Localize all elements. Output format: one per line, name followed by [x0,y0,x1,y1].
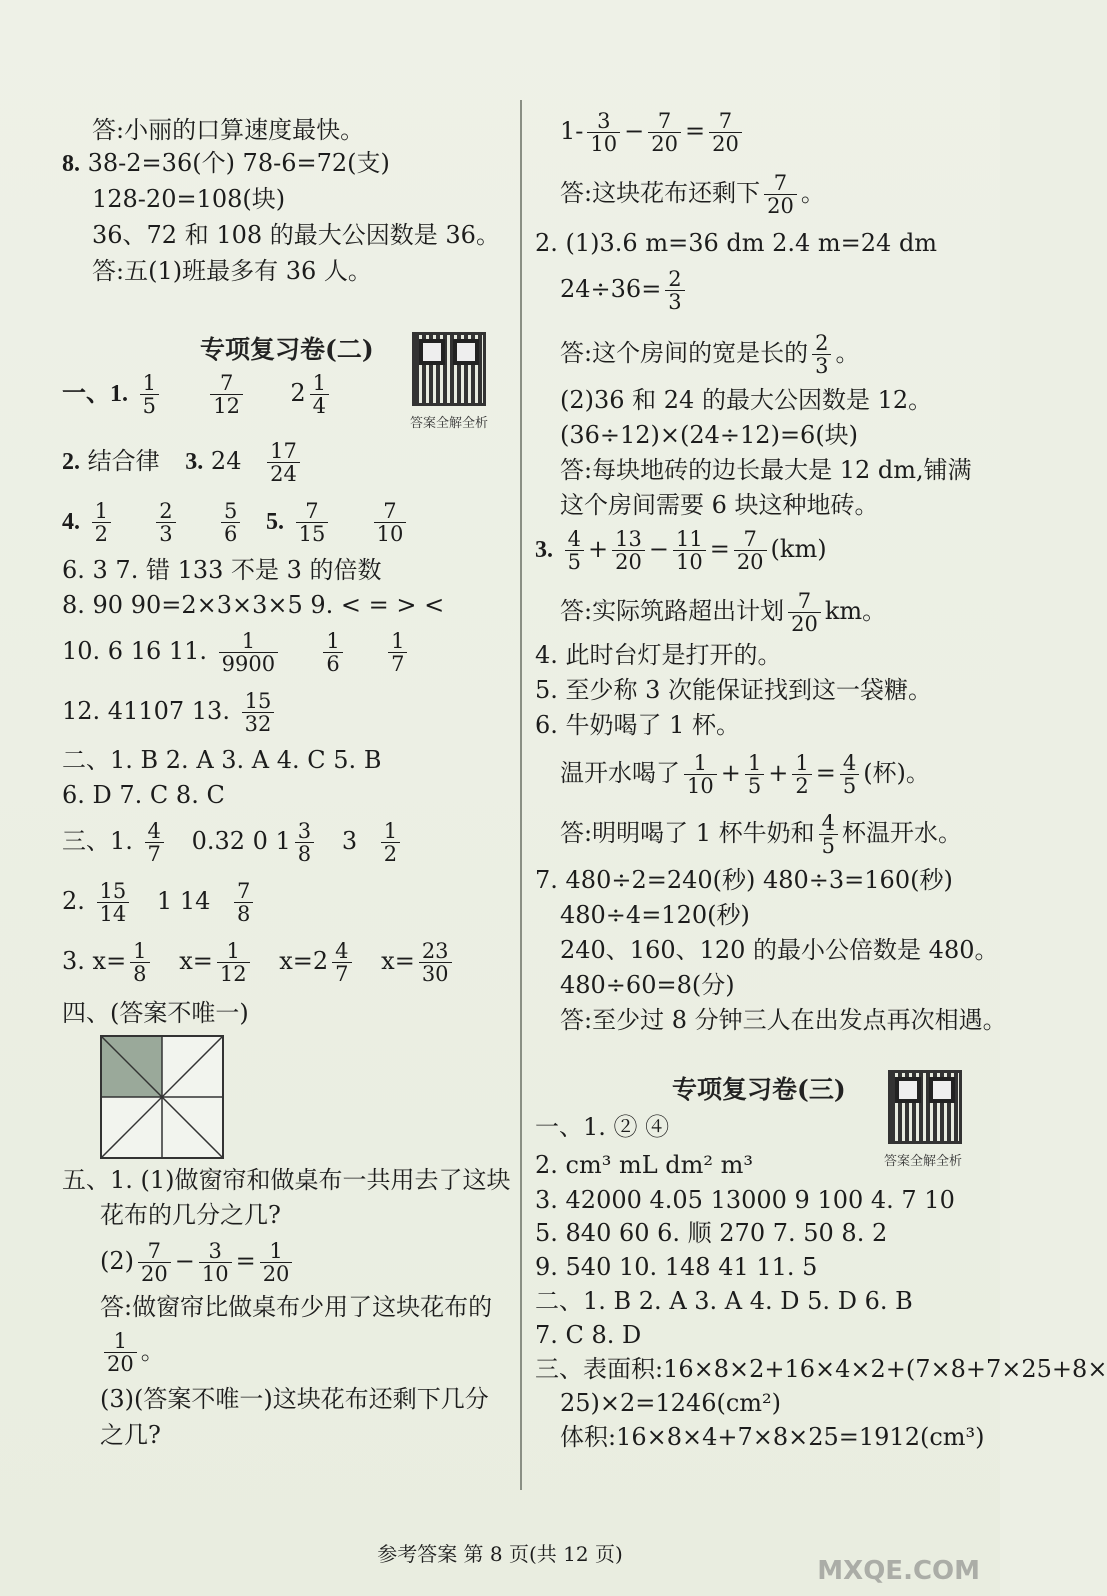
answer-line: 480÷4=120(秒) [560,901,750,929]
answer-line: 这个房间需要 6 块这种地砖。 [560,491,879,519]
numerator: 7 [718,109,733,133]
answer-text: x= [179,947,213,975]
answer-text: 38-2=36(个) 78-6=72(支) [87,149,390,177]
denominator: 5 [140,394,159,417]
watermark-logo: MXQE.COM [817,1556,980,1586]
denominator: 24 [267,462,300,485]
whole-number: 2 [290,379,306,407]
fraction [145,820,164,865]
answer-line: 7. C 8. D [535,1321,642,1349]
answer-line [62,500,410,545]
numerator: 4 [147,819,161,843]
answer-text: 24÷36= [560,275,662,303]
fraction [745,752,764,797]
fraction [219,630,278,675]
qr-code[interactable] [412,332,486,406]
answer-line: 3. $\frac{4}{5}$ + $\frac{13}{20}$ − $\frac{11}{10}$ = $\frac{7}{20}$ (km) [535,527,827,574]
fraction [764,172,797,217]
numerator: 7 [305,499,319,523]
denominator: 3 [812,354,831,377]
answer-text: (km) [770,535,827,563]
answer-text: 答:这块花布还剩下 [560,179,761,207]
answer-line: 3. 42000 4.05 13000 9 100 4. 7 10 [535,1186,955,1214]
numerator: 1 [312,371,326,395]
numerator: 4 [335,939,349,963]
fraction [792,752,811,797]
numerator: 1 [133,939,147,963]
question-number: 三、1. [62,827,133,855]
denominator: 10 [673,550,706,573]
answer-line: 2. cm³ mL dm² m³ [535,1151,754,1179]
answer-text: 结合律 [87,447,160,475]
numerator: 3 [297,819,312,843]
fraction [665,268,684,313]
fraction [104,1330,137,1375]
fraction [210,372,243,417]
answer-text: x=2 [279,947,329,975]
answer-line [62,690,278,735]
answer-line: 答:每块地砖的边长最大是 12 dm,铺满 [560,456,972,484]
answer-line [62,880,257,925]
numerator: 2 [668,267,682,291]
answer-text: (杯)。 [863,759,930,787]
answer-line: 6. 3 7. 错 133 不是 3 的倍数 [62,556,382,584]
answer-line: 答:这个房间的宽是长的 $\frac{2}{3}$ 。 [560,331,860,378]
numerator: 1 [391,629,405,653]
answer-line: 花布的几分之几? [100,1201,281,1229]
denominator: 7 [145,842,164,865]
fraction [332,940,351,985]
denominator: 12 [217,962,250,985]
fraction [648,110,681,155]
answer-text: 3. x= [62,947,127,975]
question-number: 3. [185,449,204,475]
answer-line: 五、1. (1)做窗帘和做桌布一共用去了这块 [62,1166,511,1194]
answer-text: 1 14 [156,887,211,915]
denominator: 15 [296,522,329,545]
denominator: 4 [310,394,329,417]
answer-line [62,372,333,417]
fraction [221,500,240,545]
answer-line: 答:至少过 8 分钟三人在出发点再次相遇。 [560,1006,1007,1034]
denominator: 3 [665,290,684,313]
answer-text: 1- [560,117,584,145]
fraction [709,110,742,155]
numerator: 1 [142,371,157,395]
numerator: 1 [226,939,240,963]
fraction [92,500,111,545]
fraction [217,940,250,985]
numerator: 15 [244,689,272,713]
numerator: 7 [219,371,234,395]
numerator: 1 [383,819,398,843]
answer-line: 7. 480÷2=240(秒) 480÷3=160(秒) [535,866,953,894]
answer-line: 体积:16×8×4+7×8×25=1912(cm³) [560,1423,985,1451]
fraction [295,820,314,865]
fraction [234,880,253,925]
answer-line: 温开水喝了 $\frac{1}{10}$ + $\frac{1}{5}$ + $\frac{1}{2}$ = $\frac{4}{5}$ (杯)。 [560,751,930,798]
answer-text: 0.32 0 1 [191,827,291,855]
answer-text: 10. 6 16 11. [62,637,208,665]
fraction [788,590,821,635]
numerator: 1 [113,1329,128,1353]
answer-text: 24 [210,447,242,475]
answer-line: 128-20=108(块) [92,185,286,213]
denominator: 20 [104,1352,137,1375]
fraction [140,372,159,417]
answer-line [62,630,411,675]
numerator: 3 [208,1239,222,1263]
numerator: 17 [270,439,297,463]
answer-line: 6. 牛奶喝了 1 杯。 [535,711,741,739]
denominator: 14 [97,902,130,925]
answer-line: 25)×2=1246(cm²) [560,1389,782,1417]
numerator: 7 [797,589,812,613]
denominator: 9900 [219,652,278,675]
denominator: 10 [374,522,407,545]
answer-line: 之几? [100,1421,161,1449]
denominator: 2 [792,774,811,797]
answer-text: 3. [535,537,553,563]
square-division-figure [100,1035,224,1159]
denominator: 10 [684,774,717,797]
numerator: 15 [99,879,127,903]
answer-line: 480÷60=8(分) [560,971,735,999]
numerator: 1 [94,499,109,523]
denominator: 8 [130,962,149,985]
question-number: 8. [62,151,80,177]
answer-line: 答:做窗帘比做桌布少用了这块花布的 [100,1293,493,1321]
denominator: 5 [745,774,764,797]
answer-line: 答:这块花布还剩下 $\frac{7}{20}$ 。 [560,171,825,218]
answer-line: 四、(答案不唯一) [62,999,249,1027]
fraction [130,940,149,985]
numerator: 2 [159,499,173,523]
fraction [242,690,275,735]
page-footer: 参考答案 第 8 页(共 12 页) [377,1542,623,1566]
fraction [374,500,407,545]
denominator: 20 [734,550,767,573]
numerator: 4 [567,527,582,551]
denominator: 6 [221,522,240,545]
fraction [587,110,620,155]
fraction [267,440,300,485]
denominator: 30 [419,962,452,985]
numerator: 4 [842,751,857,775]
denominator: 5 [840,774,859,797]
denominator: 20 [648,132,681,155]
fraction [840,752,859,797]
answer-text: 12. 41107 13. [62,697,230,725]
denominator: 8 [234,902,253,925]
fraction [684,752,717,797]
denominator: 12 [210,394,243,417]
answer-line: 二、1. B 2. A 3. A 4. C 5. B [62,746,382,774]
denominator: 7 [388,652,407,675]
section-title: 专项复习卷(三) [672,1075,846,1104]
fraction [138,1240,171,1285]
numerator: 23 [421,939,449,963]
denominator: 20 [764,194,797,217]
fraction [419,940,452,985]
answer-line: 三、表面积:16×8×2+16×4×2+(7×8+7×25+8× [535,1355,1107,1383]
answer-line [62,440,304,485]
numerator: 7 [147,1239,162,1263]
answer-line [62,940,456,985]
answer-text: 温开水喝了 [560,759,680,787]
denominator: 6 [323,652,342,675]
denominator: 5 [819,834,838,857]
denominator: 20 [612,550,645,573]
fraction [565,528,584,573]
answer-text: 3 [341,827,358,855]
denominator: 5 [565,550,584,573]
answer-text: x= [381,947,415,975]
denominator: 10 [587,132,620,155]
denominator: 10 [199,1262,232,1285]
fraction [310,372,329,417]
numerator: 11 [675,527,703,551]
answer-line: 2. (1)3.6 m=36 dm 2.4 m=24 dm [535,229,938,257]
denominator: 3 [156,522,175,545]
fraction [156,500,175,545]
question-number: 4. [62,509,80,535]
answer-line: $\frac{1}{20}$ 。 [100,1330,165,1375]
answer-line: 8. 90 90=2×3×3×5 9. < = > < [62,591,445,619]
denominator: 7 [332,962,351,985]
numerator: 7 [237,879,251,903]
numerator: 7 [657,109,672,133]
answer-text: 杯温开水。 [842,819,962,847]
answer-line [62,820,404,865]
numerator: 5 [223,499,238,523]
fraction [612,528,645,573]
fraction [323,630,342,675]
answer-line: 一、1. ② ④ [535,1113,670,1141]
answer-line: 9. 540 10. 148 41 11. 5 [535,1253,818,1281]
answer-text: 答:这个房间的宽是长的 [560,339,809,367]
denominator: 2 [92,522,111,545]
numerator: 7 [743,527,757,551]
numerator: 1 [747,751,762,775]
denominator: 20 [138,1262,171,1285]
answer-line: 5. 840 60 6. 顺 270 7. 50 8. 2 [535,1219,888,1247]
fraction [260,1240,293,1285]
numerator: 3 [597,109,611,133]
column-divider [520,100,522,1490]
answer-line: 6. D 7. C 8. C [62,781,225,809]
answer-line [62,148,390,179]
answer-line [560,268,689,313]
question-number: 2. [62,887,85,915]
answer-line: 5. 至少称 3 次能保证找到这一袋糖。 [535,676,933,704]
answer-line: 1- $\frac{3}{10}$ − $\frac{7}{20}$ = $\frac{7}{20}$ [560,110,746,155]
answer-text: (2) [100,1247,134,1275]
answer-line: 4. 此时台灯是打开的。 [535,641,782,669]
section-title: 专项复习卷(二) [200,335,374,364]
answer-line: 答:五(1)班最多有 36 人。 [92,257,372,285]
answer-line: 240、160、120 的最小公倍数是 480。 [560,936,999,964]
numerator: 1 [693,751,708,775]
fraction [296,500,329,545]
numerator: 7 [773,171,788,195]
numerator: 4 [821,811,835,835]
fraction [819,812,838,857]
answer-text: 答:实际筑路超出计划 [560,597,785,625]
denominator: 20 [788,612,821,635]
denominator: 2 [381,842,400,865]
fraction [97,880,130,925]
numerator: 1 [326,629,340,653]
answer-line: 36、72 和 108 的最大公因数是 36。 [92,221,500,249]
answer-line: (3)(答案不唯一)这块花布还剩下几分 [100,1385,489,1413]
answer-line: (2)36 和 24 的最大公因数是 12。 [560,386,933,414]
numerator: 2 [815,331,829,355]
numerator: 1 [269,1239,283,1263]
fraction [199,1240,232,1285]
denominator: 20 [709,132,742,155]
fraction [388,630,407,675]
answer-line: (2) $\frac{7}{20}$ − $\frac{3}{10}$ = $\frac{1}{20}$ [100,1240,296,1285]
answer-line: 答:小丽的口算速度最快。 [92,116,365,144]
denominator: 20 [260,1262,293,1285]
numerator: 1 [241,629,256,653]
denominator: 8 [295,842,314,865]
question-number: 一、1. [62,381,128,407]
answer-line [560,590,886,635]
numerator: 1 [795,751,809,775]
numerator: 13 [615,527,642,551]
numerator: 7 [383,499,397,523]
fraction [381,820,400,865]
answer-line: 二、1. B 2. A 3. A 4. D 5. D 6. B [535,1287,913,1315]
qr-caption: 答案全解全析 [884,1154,963,1169]
denominator: 32 [242,712,275,735]
question-number: 5. [265,509,284,535]
answer-text: 答:明明喝了 1 杯牛奶和 [560,819,815,847]
answer-line [560,812,962,857]
fraction [812,332,831,377]
fraction [673,528,706,573]
answer-line: (36÷12)×(24÷12)=6(块) [560,421,859,449]
fraction [734,528,767,573]
question-number: 2. [62,449,80,475]
qr-code[interactable] [888,1070,962,1144]
qr-caption: 答案全解全析 [410,416,489,431]
answer-text: km。 [824,597,887,625]
